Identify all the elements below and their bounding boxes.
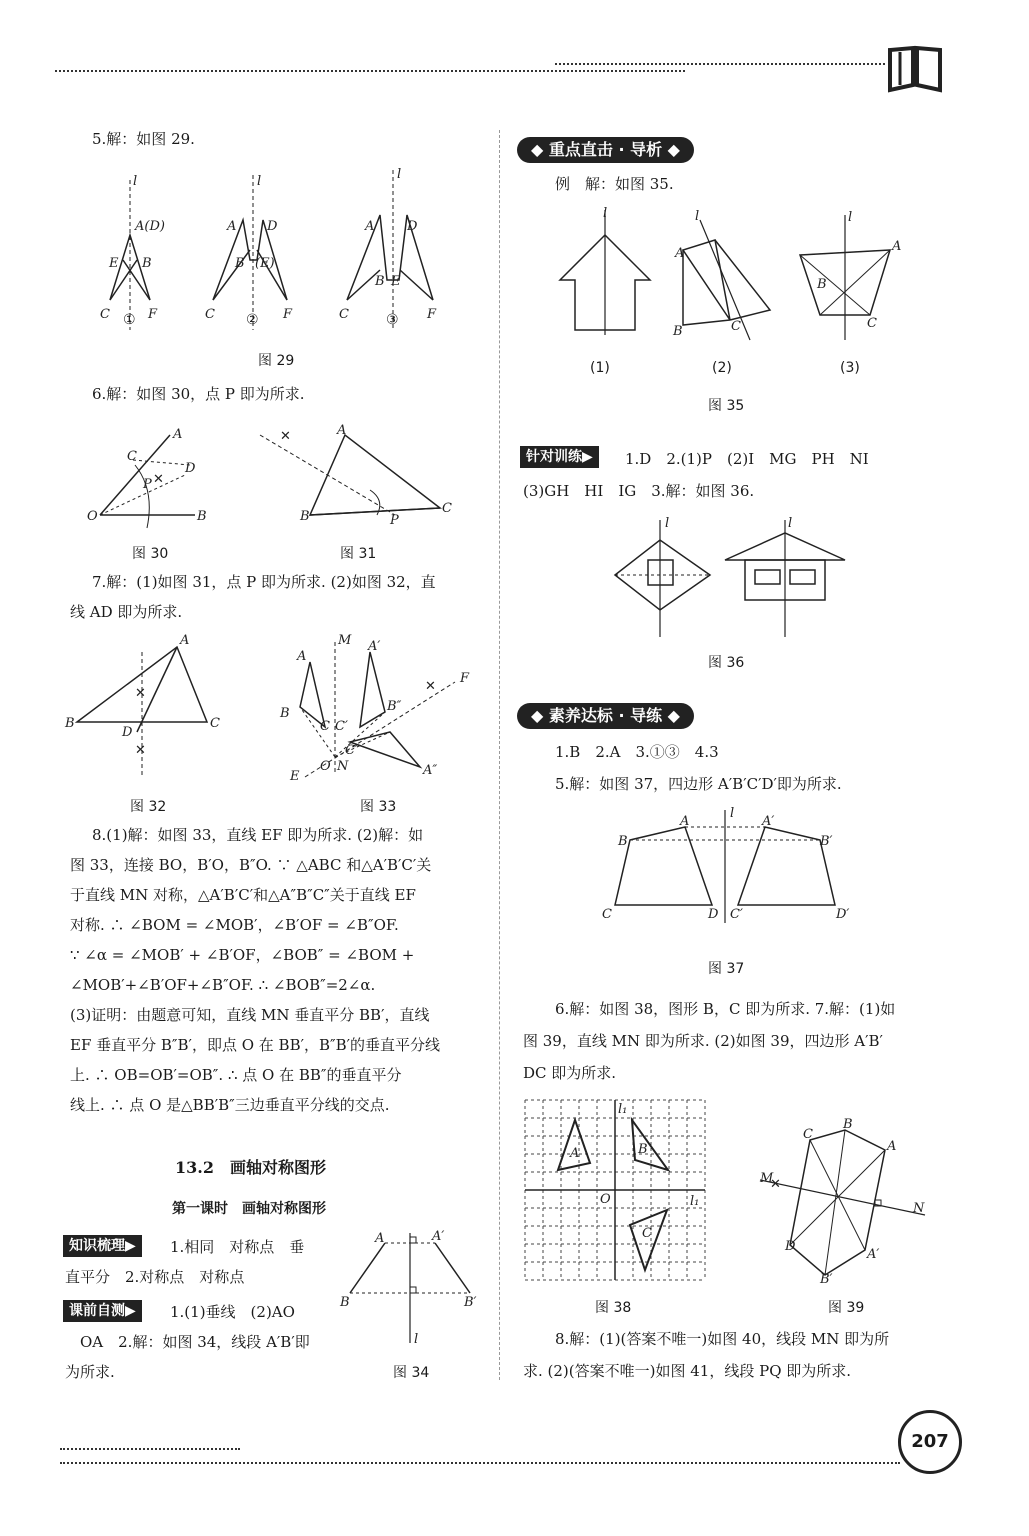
svg-text:B: B [618,834,628,849]
svg-text:C: C [100,307,110,322]
svg-text:✕: ✕ [135,743,146,758]
svg-text:A: A [675,246,685,261]
zhendui-line2: (3)GH HI IG 3.解：如图 36. [523,482,755,500]
svg-text:B′: B′ [820,1272,833,1287]
svg-text:B: B [280,706,290,721]
kezi-line3: 为所求. [65,1363,115,1381]
figure-33 [275,632,480,782]
q8-line-2: 于直线 MN 对称，△A′B′C′和△A″B″C″关于直线 EF [70,886,416,904]
svg-text:C: C [867,316,877,331]
fig39-caption: 图 39 [828,1300,865,1316]
svg-text:F: F [460,671,470,686]
fig36-caption: 图 36 [708,655,745,671]
figure-31 [255,420,465,530]
svg-text:l: l [414,1332,419,1347]
lesson-title: 第一课时 画轴对称图形 [172,1201,326,1217]
svg-text:C″: C″ [345,743,360,758]
svg-text:A: A [375,1231,385,1246]
svg-text:A″: A″ [423,763,438,778]
fig33-caption: 图 33 [360,799,397,815]
svg-text:D′: D′ [836,907,850,922]
svg-text:N: N [337,759,349,774]
svg-text:A: A [337,423,347,438]
q8-line-7: EF 垂直平分 B″B′，即点 O 在 BB′，B″B′的垂直平分线 [70,1036,441,1054]
svg-text:C: C [205,307,215,322]
svg-text:F: F [283,307,293,322]
fig35-caption: 图 35 [708,398,745,414]
fig38-caption: 图 38 [595,1300,632,1316]
figure-38 [520,1095,710,1285]
svg-text:B: B [375,274,385,289]
svg-text:D: D [407,219,418,234]
svg-text:A: A [680,814,690,829]
figure-35 [555,205,915,350]
svg-text:B: B [638,1142,648,1157]
tag-zhendui: 针对训练▶ [520,446,599,468]
svg-text:D: D [122,725,133,740]
figure-32 [62,632,232,782]
svg-text:l: l [397,167,402,182]
fig29-sub-3: ③ [386,312,399,328]
svg-text:B: B [235,256,245,271]
fig30-caption: 图 30 [132,546,169,562]
svg-text:B: B [817,277,827,292]
svg-text:C: C [602,907,612,922]
svg-text:C: C [339,307,349,322]
footer-dotted-line [60,1448,240,1450]
header-dotted-line [55,70,685,72]
svg-text:A: A [365,219,375,234]
svg-text:✕: ✕ [425,679,436,694]
svg-text:✕: ✕ [153,472,164,487]
q7-line2: 线 AD 即为所求. [70,603,183,621]
svg-text:A: A [297,649,307,664]
fig34-caption: 图 34 [393,1365,430,1381]
q8-line-5: ∠MOB′+∠B′OF+∠B″OF. ∴ ∠BOB″=2∠α. [70,976,376,994]
svg-text:O: O [87,509,98,524]
svg-text:A: A [180,633,190,648]
q5-text: 5.解：如图 29. [92,130,195,148]
svg-text:D: D [708,907,719,922]
svg-text:P: P [143,477,152,492]
svg-text:l: l [730,806,735,821]
svg-text:(E): (E) [255,256,275,271]
section-title: 13.2 画轴对称图形 [175,1158,326,1177]
kezi-line1: 1.(1)垂线 (2)AO [170,1303,295,1321]
svg-text:B: B [843,1117,853,1132]
svg-text:l: l [788,516,793,531]
svg-text:A′: A′ [432,1229,445,1244]
figure-37 [600,805,860,925]
banner-zhongdian: ◆ 重点直击 · 导析 ◆ [517,137,694,163]
suyang-line1: 1.B 2.A 3.①③ 4.3 [555,743,719,761]
svg-text:D: D [267,219,278,234]
q8-line-0: 8.(1)解：如图 33，直线 EF 即为所求. (2)解：如 [92,826,424,844]
svg-text:l: l [695,209,700,224]
fig37-caption: 图 37 [708,961,745,977]
fig29-sub-1: ① [123,312,136,328]
header-dotted-line-2 [555,63,885,65]
svg-text:✕: ✕ [135,686,146,701]
svg-text:A′: A′ [762,814,775,829]
footer-dotted-line-2 [60,1462,900,1464]
svg-text:A: A [173,427,183,442]
svg-text:D: D [185,461,196,476]
svg-text:l₁: l₁ [618,1102,628,1117]
q8-line-1: 图 33，连接 BO，B′O，B″O. ∵ △ABC 和△A′B′C′关 [70,856,432,874]
svg-text:E: E [391,274,401,289]
svg-text:D: D [785,1239,796,1254]
svg-text:A: A [570,1146,580,1161]
q6-right-line1: 6.解：如图 38，图形 B，C 即为所求. 7.解：(1)如 [555,1000,896,1018]
svg-text:O: O [320,759,331,774]
figure-39 [755,1117,935,1287]
svg-text:l₁: l₁ [690,1194,700,1209]
figure-29 [95,160,455,335]
fig35-sub-3: (3) [840,360,860,376]
svg-text:B: B [340,1295,350,1310]
fig32-caption: 图 32 [130,799,167,815]
svg-text:A: A [227,219,237,234]
svg-text:C: C [803,1127,813,1142]
q8-right-line2: 求. (2)(答案不唯一)如图 41，线段 PQ 即为所求. [523,1362,852,1380]
q6-right-line3: DC 即为所求. [523,1064,617,1082]
svg-text:B′: B′ [820,834,833,849]
book-icon [885,40,945,95]
q7-line1: 7.解：(1)如图 31，点 P 即为所求. (2)如图 32，直 [92,573,436,591]
svg-text:B: B [673,324,683,339]
fig35-sub-1: (1) [590,360,610,376]
svg-text:B: B [142,256,152,271]
fig29-caption: 图 29 [258,353,295,369]
svg-text:✕: ✕ [280,429,291,444]
tag-zhishi: 知识梳理▶ [63,1235,142,1257]
fig31-caption: 图 31 [340,546,377,562]
svg-text:l: l [665,516,670,531]
svg-text:l: l [133,174,138,189]
q8-line-6: (3)证明：由题意可知，直线 MN 垂直平分 BB′，直线 [70,1006,430,1024]
svg-text:B: B [300,509,310,524]
q6-text: 6.解：如图 30，点 P 即为所求. [92,385,305,403]
svg-text:C: C [127,449,137,464]
figure-30 [85,420,215,530]
svg-text:F: F [427,307,437,322]
svg-text:✕: ✕ [770,1177,781,1192]
zhishi-line1: 1.相同 对称点 垂 [170,1238,305,1256]
svg-text:A: A [892,239,902,254]
q6-right-line2: 图 39，直线 MN 即为所求. (2)如图 39，四边形 A′B′ [523,1032,883,1050]
figure-36 [610,515,850,640]
svg-text:A′: A′ [867,1247,880,1262]
svg-text:E: E [290,769,300,784]
svg-text:C: C [731,319,741,334]
banner-suyang: ◆ 素养达标 · 导练 ◆ [517,703,694,729]
svg-text:l: l [848,210,853,225]
svg-text:C: C [320,719,330,734]
suyang-line2: 5.解：如图 37，四边形 A′B′C′D′即为所求. [555,775,842,793]
svg-text:M: M [338,633,352,648]
q8-line-3: 对称. ∴ ∠BOM = ∠MOB′，∠B′OF = ∠B″OF. [70,916,399,934]
svg-text:E: E [109,256,119,271]
q8-right-line1: 8.解：(1)(答案不唯一)如图 40，线段 MN 即为所 [555,1330,890,1348]
svg-text:l: l [257,174,262,189]
svg-text:C: C [442,501,452,516]
column-divider [499,130,500,1380]
svg-text:O: O [600,1192,611,1207]
kezi-line2: OA 2.解：如图 34，线段 A′B′即 [80,1333,310,1351]
svg-text:A′: A′ [368,639,381,654]
svg-text:C: C [210,716,220,731]
svg-text:C′: C′ [335,719,348,734]
svg-text:B′: B′ [464,1295,477,1310]
svg-text:C: C [642,1226,652,1241]
svg-text:P: P [390,513,399,528]
fig29-sub-2: ② [246,312,259,328]
svg-text:B: B [197,509,207,524]
zhishi-line2: 直平分 2.对称点 对称点 [65,1268,245,1286]
svg-text:F: F [148,307,158,322]
q8-line-8: 上. ∴ OB=OB′=OB″. ∴ 点 O 在 BB″的垂直平分 [70,1066,402,1084]
tag-kezi: 课前自测▶ [63,1300,142,1322]
figure-34 [340,1228,485,1348]
svg-text:A(D): A(D) [135,219,165,234]
q8-line-9: 线上. ∴ 点 O 是△BB′B″三边垂直平分线的交点. [70,1096,390,1114]
svg-text:C′: C′ [730,907,743,922]
svg-text:l: l [603,206,608,221]
svg-text:B″: B″ [387,699,402,714]
svg-text:B: B [65,716,75,731]
svg-text:N: N [913,1201,925,1216]
q8-line-4: ∵ ∠α = ∠MOB′ + ∠B′OF，∠BOB″ = ∠BOM + [70,946,415,964]
example-text: 例 解：如图 35. [555,175,674,193]
page-number: 207 [898,1410,962,1474]
svg-text:A: A [887,1139,897,1154]
fig35-sub-2: (2) [712,360,732,376]
zhendui-line1: 1.D 2.(1)P (2)I MG PH NI [625,450,869,468]
svg-text:M: M [760,1171,774,1186]
